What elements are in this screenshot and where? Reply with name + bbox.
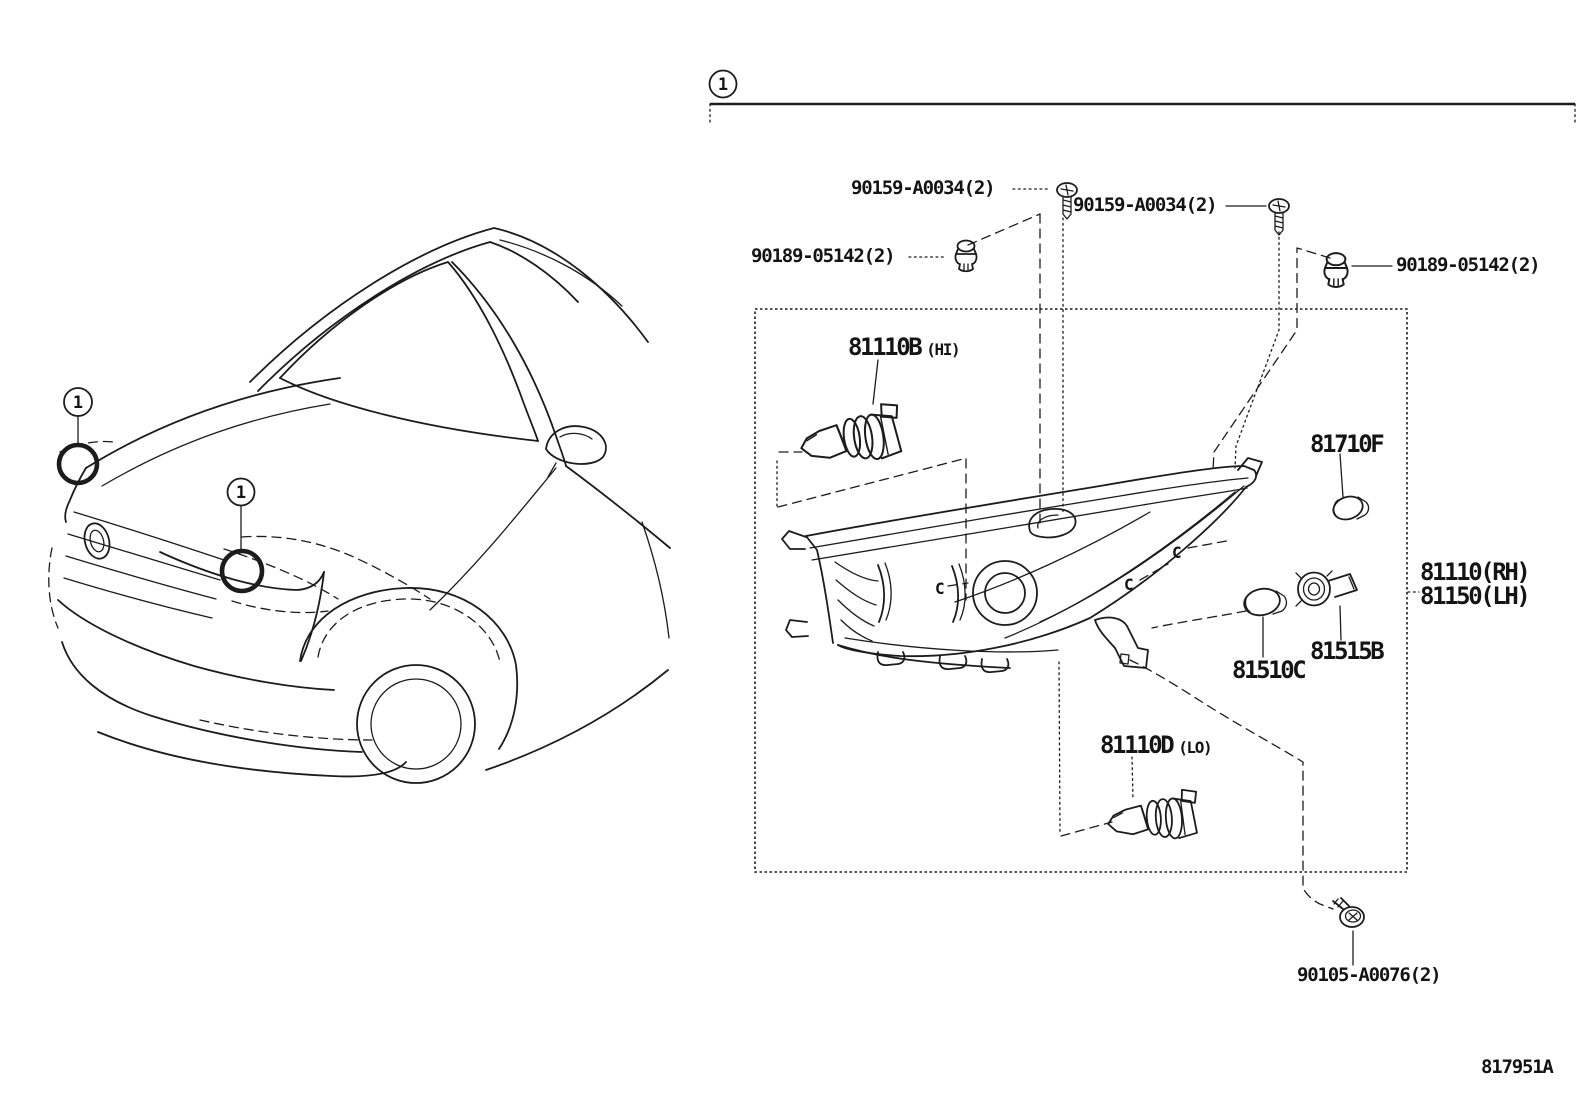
brand-emblem-icon [81,521,113,562]
signal-bulb-icon [1242,586,1287,619]
callout-1-vehicle-upper[interactable] [59,388,97,483]
vehicle-drawing [49,228,670,783]
part-label-clip-left[interactable]: 90189-05142(2) [751,245,895,267]
part-label-signal-bulb[interactable]: 81510C [1232,656,1305,684]
part-label-bolt[interactable]: 90105-A0076(2) [1297,964,1441,986]
part-label-bulb-high[interactable] [848,333,959,361]
part-number-rh: 81110(RH) [1420,558,1529,586]
clip-icon [955,241,976,272]
clip-position-marker: C [1172,543,1182,562]
callout-number: 1 [717,75,729,95]
callout-1-vehicle-lower[interactable] [222,479,262,592]
side-marker-bulb-icon [1330,493,1368,523]
part-label-screw-top-right[interactable]: 90159-A0034(2) [1073,194,1217,216]
clip-position-marker: C [1124,575,1134,594]
headlamp-location-ring [222,551,262,591]
beam-qualifier: (HI) [926,340,960,359]
low-beam-bulb-icon [1106,789,1199,843]
bulb-socket-icon [1296,571,1357,606]
leader-lines [777,189,1419,965]
callout-1-section[interactable] [710,71,737,98]
clip-icon [1324,253,1347,287]
beam-qualifier: (LO) [1178,738,1212,757]
part-number: 81110D [1100,731,1173,759]
part-label-clip-right[interactable]: 90189-05142(2) [1396,254,1540,276]
figure-code: 817951A [1481,1056,1553,1078]
high-beam-bulb-icon [797,402,904,469]
headlamp-assembly-drawing [782,458,1262,672]
screw-icon [1269,199,1289,235]
part-label-socket[interactable]: 81515B [1310,637,1383,665]
part-number: 81110B [848,333,921,361]
part-label-headlamp-assembly[interactable] [1420,560,1528,608]
part-label-screw-top-left[interactable]: 90159-A0034(2) [851,177,995,199]
callout-number: 1 [235,483,247,503]
clip-position-marker: C [935,579,945,598]
part-number-lh: 81150(LH) [1420,582,1529,610]
section-bracket [710,104,1575,124]
part-label-side-marker[interactable]: 81710F [1310,430,1383,458]
callout-number: 1 [72,393,84,413]
bolt-icon [1333,898,1364,927]
part-label-bulb-low[interactable] [1100,731,1211,759]
